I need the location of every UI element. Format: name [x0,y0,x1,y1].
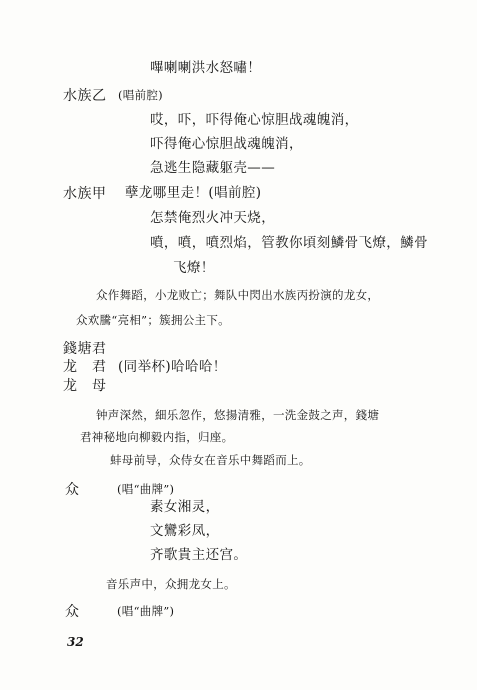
page-number: 32 [67,635,84,649]
speaker-name: 錢塘君 [63,341,107,357]
speaker-name: 龙 君 [63,359,107,375]
speech-line: 孽龙哪里走！(唱前腔) [125,185,262,201]
speaker-name: 水族乙 [63,88,107,104]
stage-direction: (唱“曲牌”) [117,482,175,496]
verse-line: 飞燎！ [173,260,215,276]
verse-line: 齐歌貴主还宫。 [150,547,248,563]
verse-line: 文鸞彩凤， [150,523,220,539]
speaker-name: 龙 母 [63,378,107,394]
verse-line: 素女湘灵， [150,499,220,515]
stage-direction: (唱“曲牌”) [117,604,175,618]
speaker-name: 众 [65,604,80,620]
verse-line: 嗶喇喇洪水怒嘯！ [150,60,262,76]
stage-direction: 钟声深然，細乐忽作，悠揚清雅，一洗金鼓之声，錢塘 [96,408,380,422]
speech-line: (同举杯)哈哈哈！ [118,359,227,375]
verse-line: 噴，噴，噴烈焰，管教你頃刻鱗骨飞燎，鱗骨 [150,235,428,251]
stage-direction: 众欢騰“亮相”；簇拥公主下。 [76,313,230,327]
stage-direction: 众作舞蹈，小龙败亡；舞队中閃出水族丙扮演的龙女， [96,288,380,302]
stage-direction: (唱前腔) [118,88,163,102]
speaker-name: 众 [65,482,80,498]
stage-direction: 蚌母前导，众侍女在音乐中舞蹈而上。 [110,453,311,467]
verse-line: 吓得俺心惊胆战魂魄消， [150,136,303,152]
speaker-name: 水族甲 [63,186,107,202]
verse-line: 哎，吓，吓得俺心惊胆战魂魄消， [150,112,359,128]
stage-direction: 音乐声中，众拥龙女上。 [106,577,236,591]
verse-line: 急逃生隐藏躯壳—— [150,160,276,176]
stage-direction: 君神秘地向柳毅内指，归座。 [80,430,234,444]
verse-line: 怎禁俺烈火冲天烧， [150,210,276,226]
